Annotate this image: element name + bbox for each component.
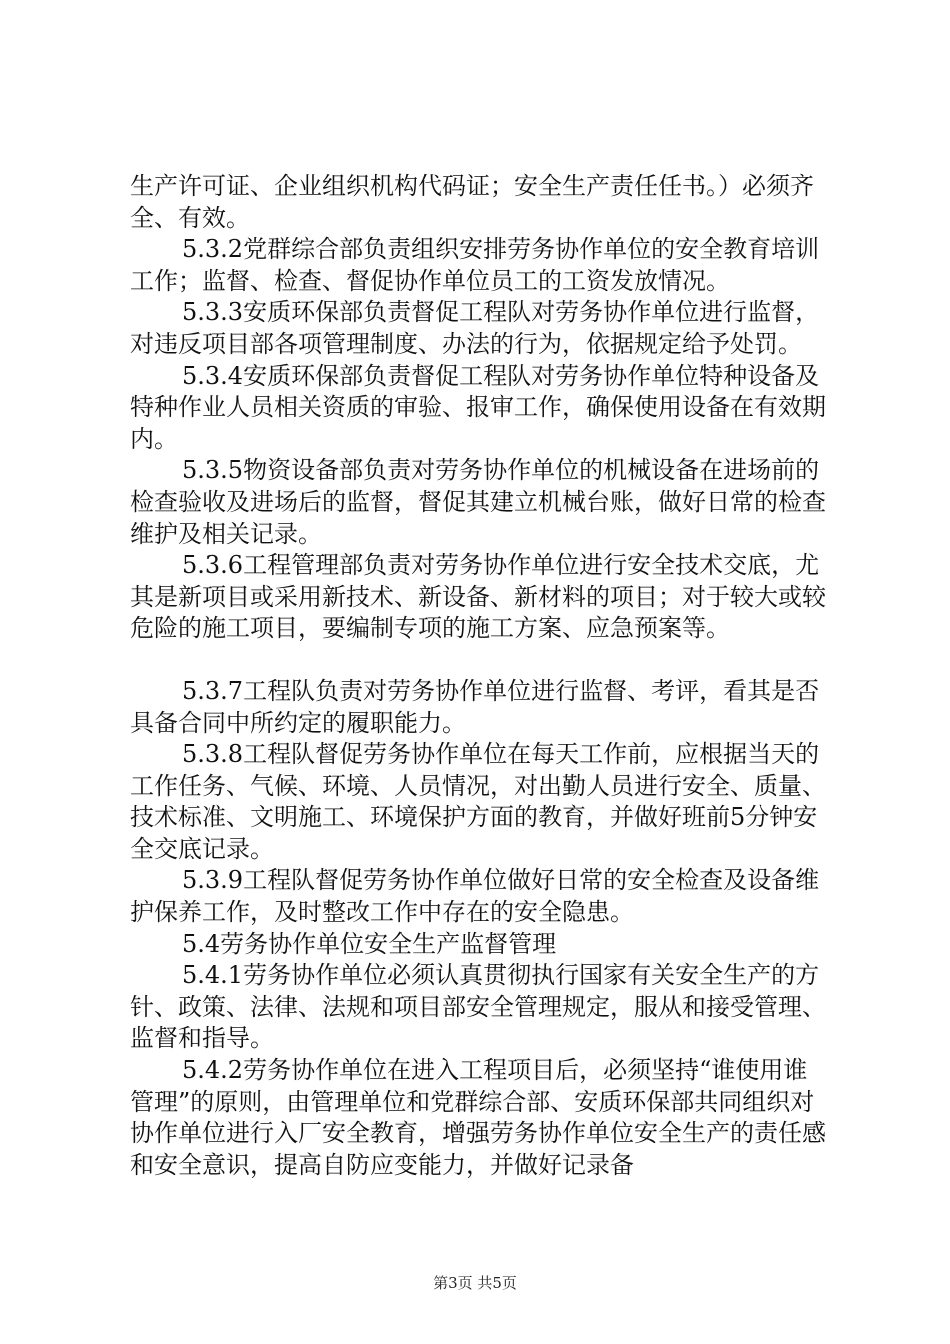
paragraph-5-4-1: 5.4.1劳务协作单位必须认真贯彻执行国家有关安全生产的方针、政策、法律、法规和项目部安全管理规定，服从和接受管理、监督和指导。 [130, 961, 826, 1053]
page-footer: 第3页 共5页 [433, 1274, 517, 1292]
paragraph-5-3-2: 5.3.2党群综合部负责组织安排劳务协作单位的安全教育培训工作；监督、检查、督促协作单位员工的工资发放情况。 [130, 235, 820, 295]
paragraph-5-3-6: 5.3.6工程管理部负责对劳务协作单位进行安全技术交底，尤其是新项目或采用新技术、新设备、新材料的项目；对于较大或较危险的施工项目，要编制专项的施工方案、应急预案等。 [130, 551, 826, 643]
paragraph-5-4-2: 5.4.2劳务协作单位在进入工程项目后，必须坚持“谁使用谁管理”的原则，由管理单位和党群综合部、安质环保部共同组织对协作单位进行入厂安全教育，增强劳务协作单位安全生产的责任感和安全意识，提高自防应变能力，并做好记录备 [130, 1056, 826, 1179]
section-heading-5-4: 5.4劳务协作单位安全生产监督管理 [182, 929, 557, 958]
document-body [130, 171, 830, 1181]
paragraph-5-3-8: 5.3.8工程队督促劳务协作单位在每天工作前，应根据当天的工作任务、气候、环境、人员情况，对出勤人员进行安全、质量、技术标准、文明施工、环境保护方面的教育，并做好班前5分钟安全交底记录。 [130, 740, 826, 863]
paragraph-5-3-4: 5.3.4安质环保部负责督促工程队对劳务协作单位特种设备及特种作业人员相关资质的审验、报审工作，确保使用设备在有效期内。 [130, 361, 826, 453]
paragraph-5-3-9: 5.3.9工程队督促劳务协作单位做好日常的安全检查及设备维护保养工作，及时整改工作中存在的安全隐患。 [130, 866, 820, 927]
paragraph-5-3-5: 5.3.5物资设备部负责对劳务协作单位的机械设备在进场前的检查验收及进场后的监督，督促其建立机械台账，做好日常的检查维护及相关记录。 [130, 456, 826, 548]
paragraph-5-3-3: 5.3.3安质环保部负责督促工程队对劳务协作单位进行监督，对违反项目部各项管理制度、办法的行为，依据规定给予处罚。 [130, 298, 820, 358]
paragraph-5-3-7: 5.3.7工程队负责对劳务协作单位进行监督、考评，看其是否具备合同中所约定的履职能力。 [130, 676, 820, 737]
paragraph-continuation: 生产许可证、企业组织机构代码证；安全生产责任任书。）必须齐全、有效。 [130, 172, 814, 232]
